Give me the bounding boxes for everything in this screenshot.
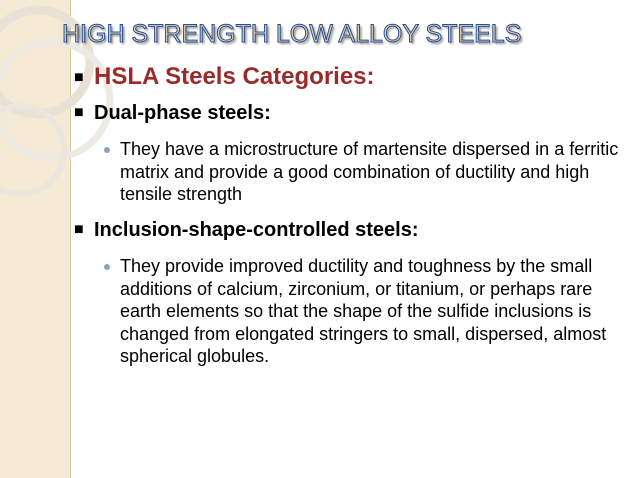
- round-bullet-icon: [104, 147, 110, 153]
- square-bullet-icon: ■: [74, 104, 84, 121]
- section-heading-dual-phase: [74, 102, 271, 125]
- section-heading-text: Inclusion-shape-controlled steels:: [94, 219, 419, 241]
- section-heading-text: Dual-phase steels:: [94, 102, 271, 124]
- slide-title: HIGH STRENGTH LOW ALLOY STEELS: [62, 20, 522, 48]
- square-bullet-icon: ■: [74, 69, 84, 86]
- left-decorative-band: [0, 0, 71, 478]
- round-bullet-icon: [104, 264, 110, 270]
- bullet-text-dual-phase: They have a microstructure of martensite dispersed in a ferritic matrix and provide a good combination of ductility and high tensile strength: [120, 139, 619, 204]
- bullet-text-inclusion-shape: They provide improved ductility and toughness by the small additions of calcium, zirconium, or titanium, or perhaps rare earth elements so that the shape of the sulfide inclusions is changed from elongated stringers to small, dispersed, almost spherical globules.: [120, 256, 607, 366]
- category-heading-text: HSLA Steels Categories:: [94, 63, 375, 90]
- section-heading-inclusion-shape: [74, 219, 419, 242]
- square-bullet-icon: ■: [74, 221, 84, 238]
- category-heading: [74, 63, 375, 91]
